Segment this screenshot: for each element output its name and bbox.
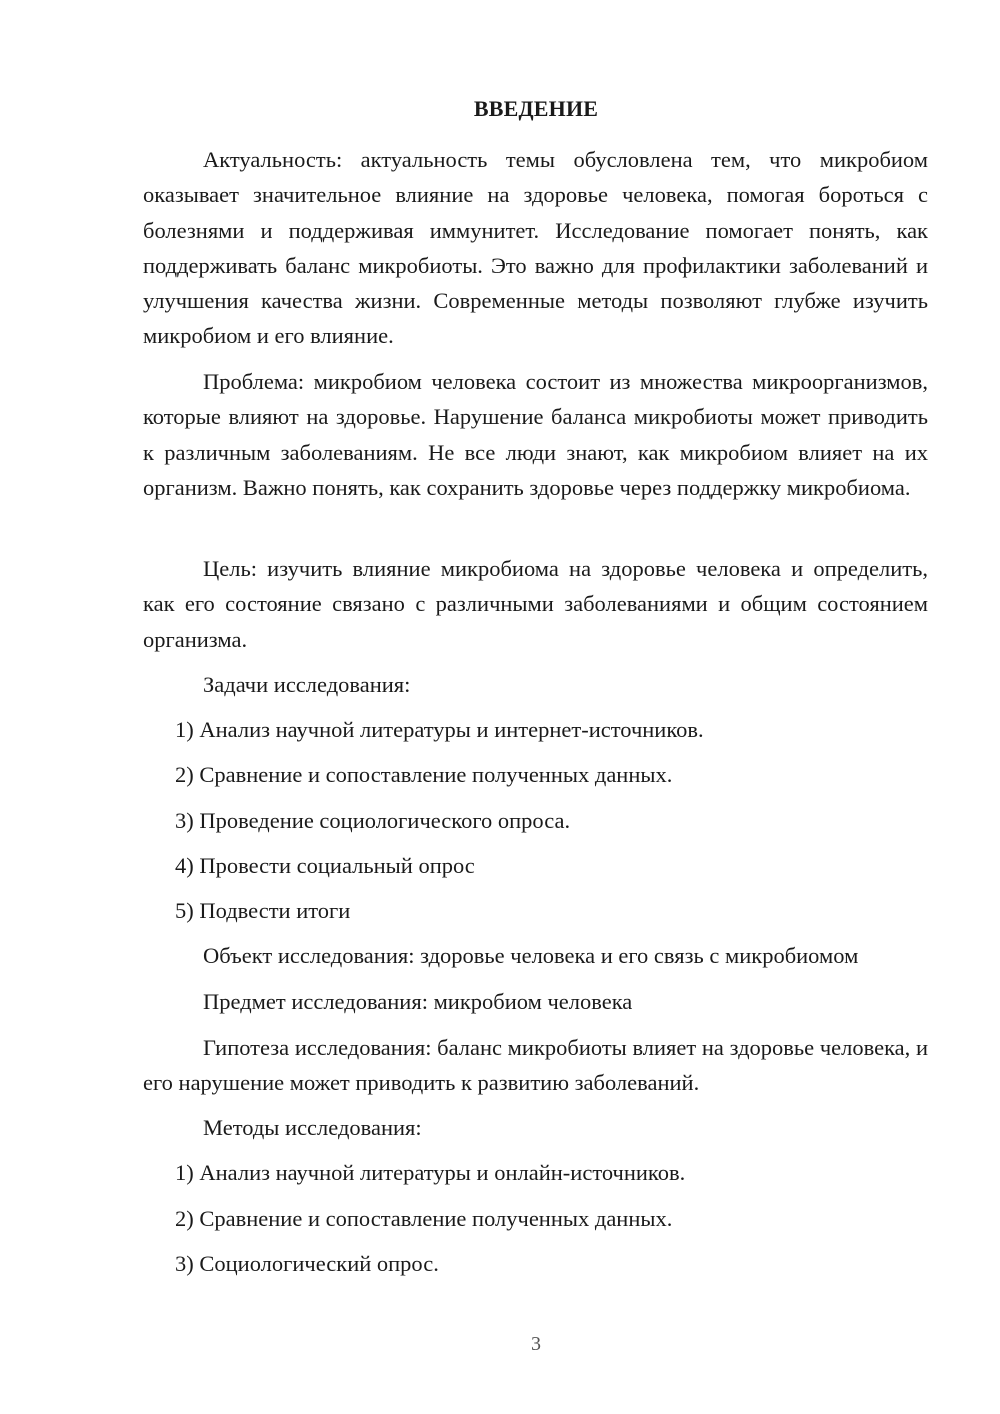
method-item: 1) Анализ научной литературы и онлайн-источников. (175, 1160, 686, 1185)
research-subject: Предмет исследования: микробиом человека (203, 989, 633, 1014)
method-item: 3) Социологический опрос. (175, 1251, 439, 1276)
page-number: 3 (531, 1333, 541, 1355)
task-item: 3) Проведение социологического опроса. (175, 808, 571, 833)
goal-paragraph: Цель: изучить влияние микробиома на здоровье человека и определить, как его состояние связано с различными заболеваниями и общим состоянием организма. (143, 556, 928, 652)
relevance-paragraph: Актуальность: актуальность темы обусловлена тем, что микробиом оказывает значительное влияние на здоровье человека, помогая бороться с болезнями и поддерживая иммунитет. Исследование помогает понять, как поддерживать баланс микробиоты. Это важно для профилактики заболеваний и улучшения качества жизни. Современные методы позволяют глубже изучить микробиом и его влияние. (143, 147, 928, 349)
task-item: 2) Сравнение и сопоставление полученных данных. (175, 762, 673, 787)
task-item: 5) Подвести итоги (175, 898, 351, 923)
task-item: 4) Провести социальный опрос (175, 853, 475, 878)
methods-heading: Методы исследования: (203, 1115, 422, 1140)
problem-paragraph: Проблема: микробиом человека состоит из множества микроорганизмов, которые влияют на здоровье. Нарушение баланса микробиоты может приводить к различным заболеваниям. Не все люди знают, как микробиом влияет на их организм. Важно понять, как сохранить здоровье через поддержку микробиома. (143, 369, 928, 500)
method-item: 2) Сравнение и сопоставление полученных данных. (175, 1206, 673, 1231)
page-title: ВВЕДЕНИЕ (473, 96, 599, 121)
research-object: Объект исследования: здоровье человека и его связь с микробиомом (203, 943, 859, 968)
hypothesis-paragraph: Гипотеза исследования: баланс микробиоты влияет на здоровье человека, и его нарушение может приводить к развитию заболеваний. (143, 1035, 928, 1096)
task-item: 1) Анализ научной литературы и интернет-источников. (175, 717, 704, 742)
tasks-heading: Задачи исследования: (203, 672, 411, 697)
